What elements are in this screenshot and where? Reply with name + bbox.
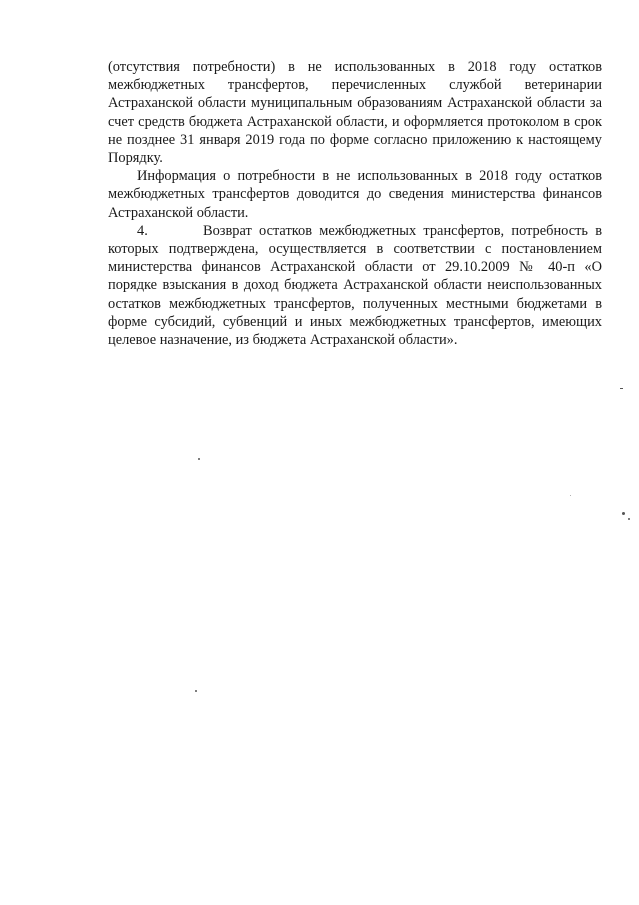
document-body	[108, 58, 602, 349]
scan-speck	[628, 518, 630, 520]
scan-speck	[570, 495, 571, 496]
scan-speck	[622, 512, 625, 515]
list-item-4	[108, 222, 602, 349]
list-item-text: Возврат остатков межбюджетных трансфертов, потребность в которых подтверждена, осуществляется в соответствии с постановлением министерства финансов Астраханской области от 29.10.2009 № 40-п «О порядке взыскания в доход бюджета Астраханской области неиспользованных остатков межбюджетных трансфертов, полученных местными бюджетами в форме субсидий, субвенций и иных межбюджетных трансфертов, имеющих целевое назначение, из бюджета Астраханской области».	[108, 222, 602, 349]
scan-speck	[198, 458, 200, 460]
paragraph-continuation: (отсутствия потребности) в не использованных в 2018 году остатков межбюджетных трансфертов, перечисленных службой ветеринарии Астраханской области муниципальным образованиям Астраханской области за счет средств бюджета Астраханской области, и оформляется протоколом в срок не позднее 31 января 2019 года по форме согласно приложению к настоящему Порядку.	[108, 59, 602, 167]
scan-speck	[195, 690, 197, 692]
list-item-number: 4.	[137, 222, 148, 239]
scan-speck	[620, 388, 623, 389]
paragraph-information: Информация о потребности в не использованных в 2018 году остатков межбюджетных трансфертов доводится до сведения министерства финансов Астраханской области.	[108, 168, 602, 221]
